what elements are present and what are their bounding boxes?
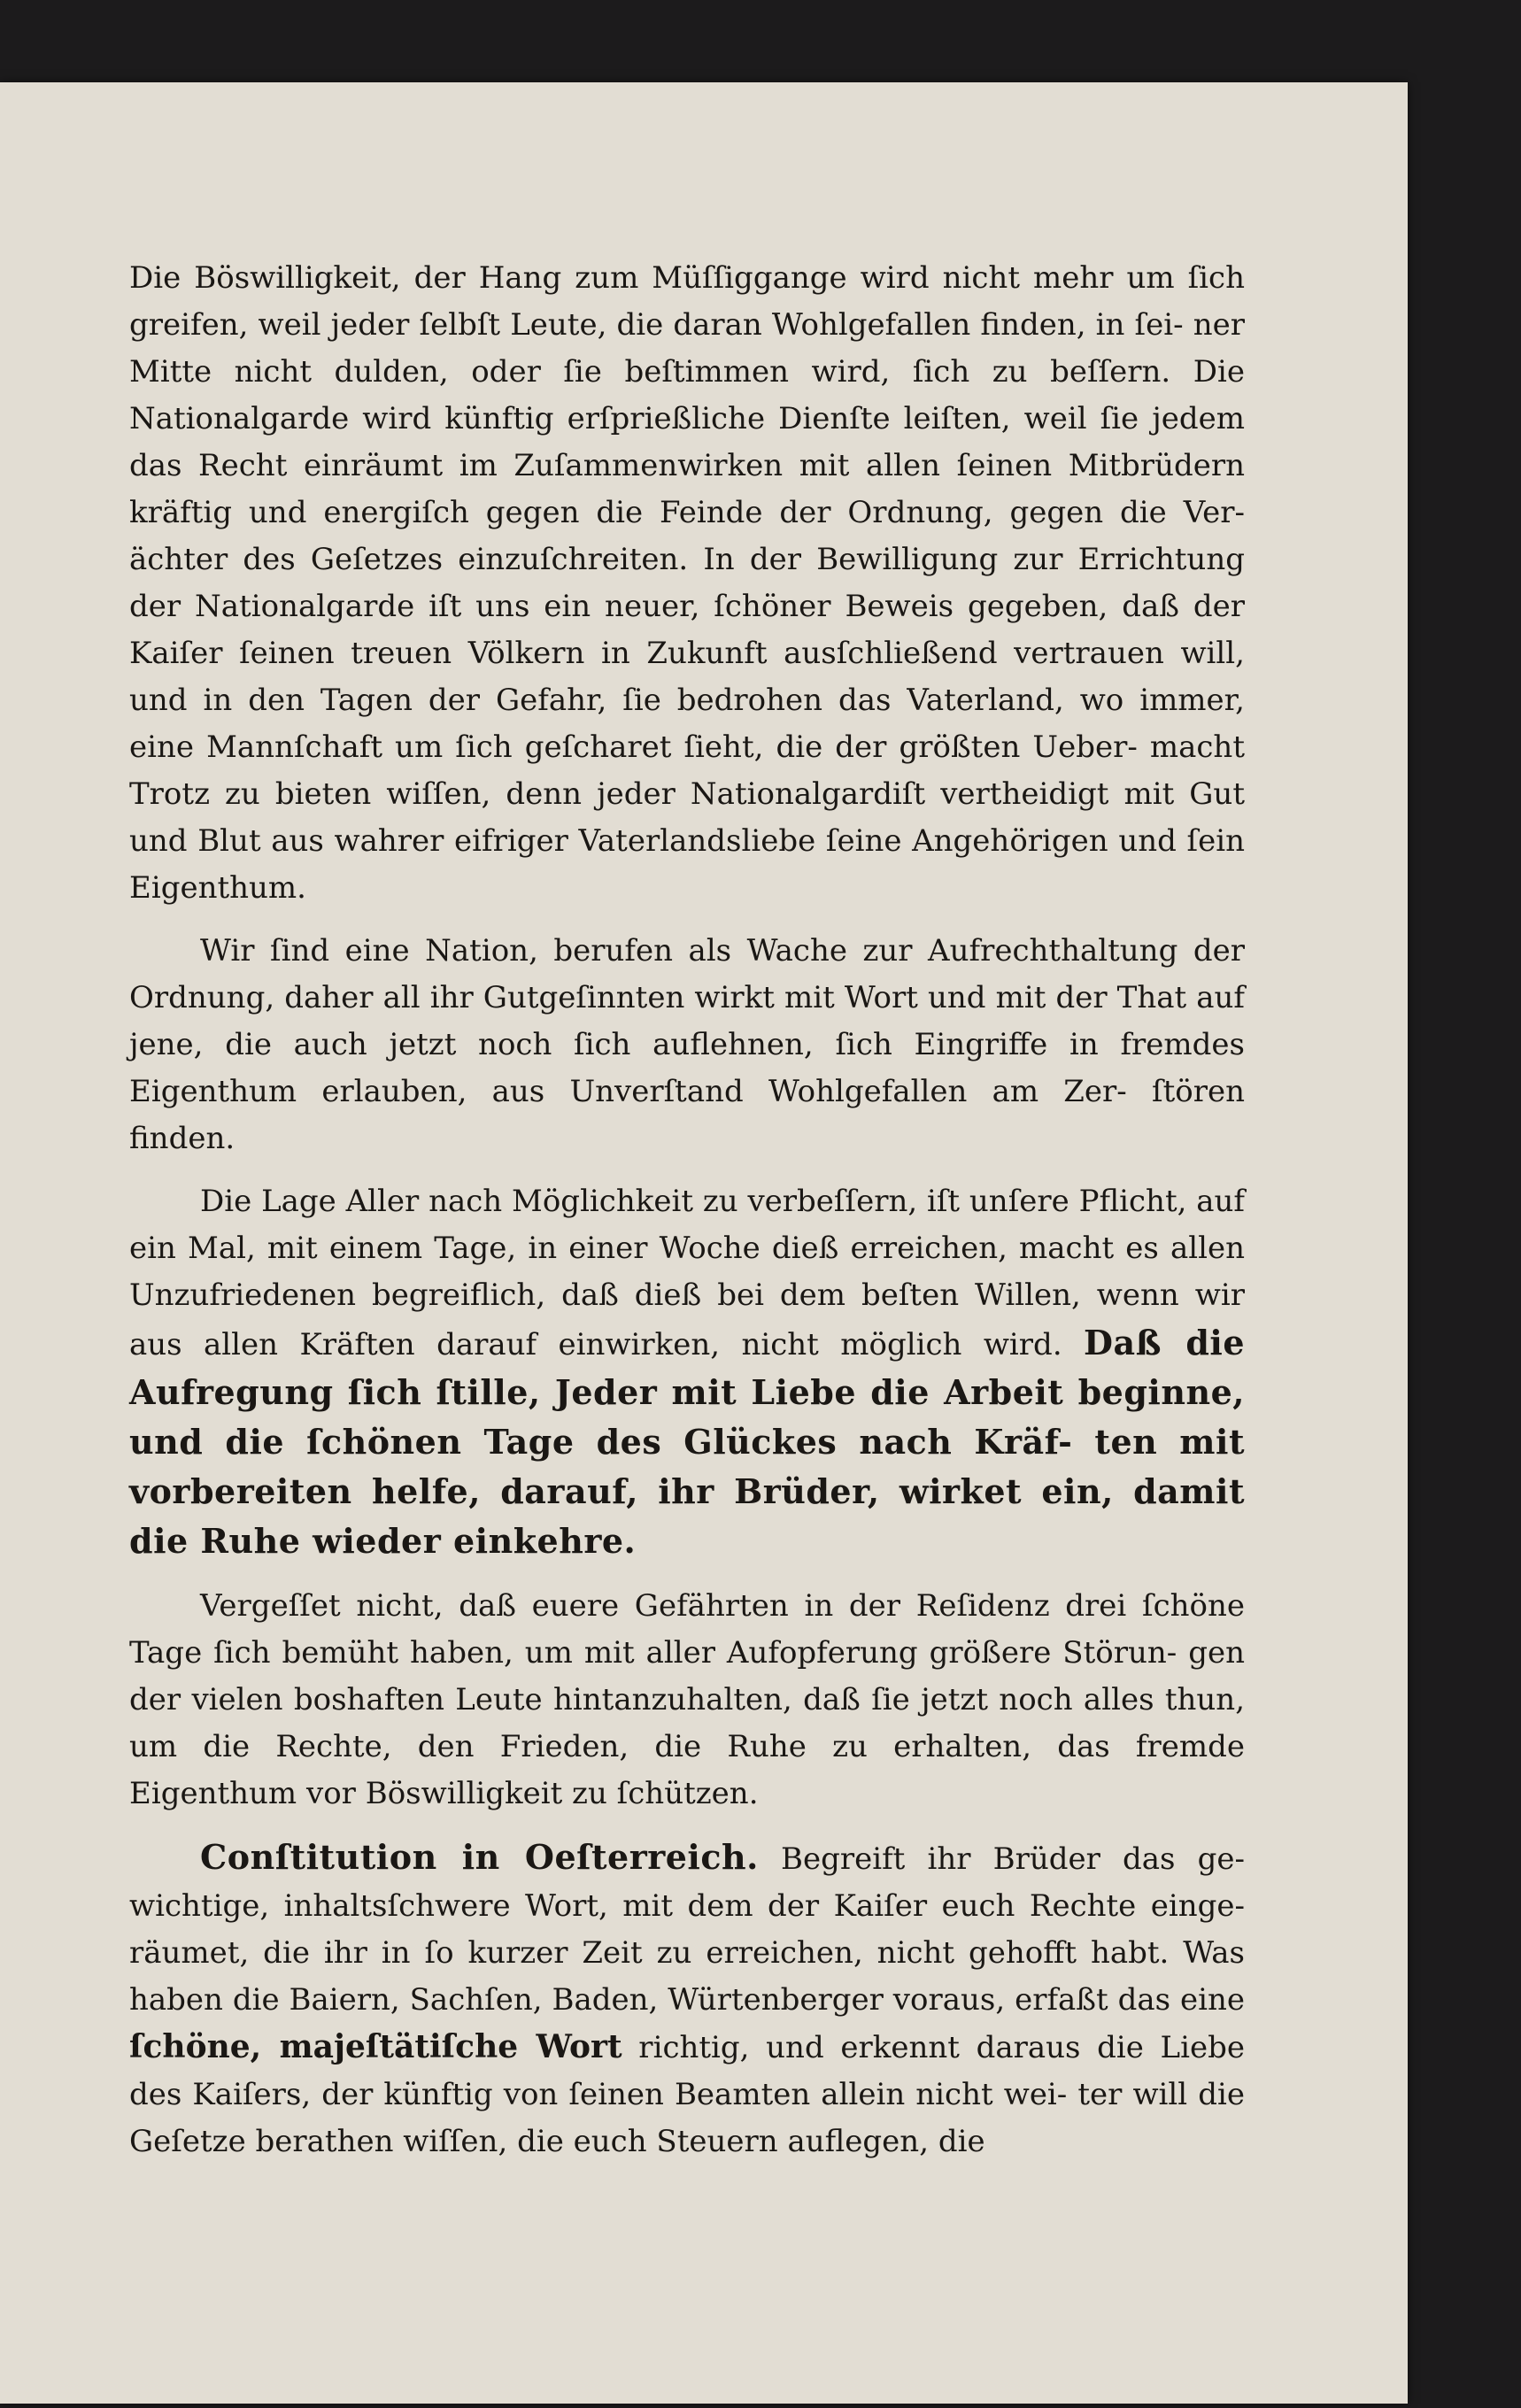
paragraph-text: Die Lage Aller nach Möglichkeit zu verbeſſern, iſt unſere Pflicht, auf ein Mal, mit einem Tage, in einer Woche dieß erreichen, macht es allen Unzufriedenen begreiflich, daß dieß bei dem beſten Willen, wenn wir aus allen Kräften darauf einwirken, nicht möglich wird. [129,1184,1245,1362]
paragraph-nationalgarde [129,255,1245,912]
constitution-heading: Conſtitution in Oeſterreich. [200,1837,759,1877]
paragraph-nation [129,928,1245,1162]
paragraph-text: richtig, und erkennt daraus die Liebe des Kaiſers, der künftig von ſeinen Beamten allein nicht wei- ter will die Geſetze berathen wiſſen, die euch Steuern auflegen, die [129,2030,1246,2159]
bold-phrase: ſchöne, majeſtätiſche Wort [129,2028,622,2065]
paragraph-constitution [129,1833,1245,2165]
body-text [129,255,1245,2181]
paragraph-lage [129,1178,1245,1567]
paragraph-text: Wir ſind eine Nation, berufen als Wache zur Aufrechthaltung der Ordnung, daher all ihr Gutgeſinnten wirkt mit Wort und mit der That auf jene, die auch jetzt noch ſich auflehnen, ſich Eingriffe in fremdes Eigenthum erlauben, aus Unverſtand Wohlgefallen am Zer- ſtören finden. [129,933,1245,1156]
bold-appeal: Daß die Aufregung ſich ſtille, Jeder mit Liebe die Arbeit beginne, und die ſchönen Tage des Glückes nach Kräf- ten mit vorbereiten helfe, darauf, ihr Brüder, wirket ein, damit die Ruhe wieder einkehre. [129,1323,1246,1561]
paragraph-text: Die Böswilligkeit, der Hang zum Müſſiggange wird nicht mehr um ſich greifen, weil jeder ſelbſt Leute, die daran Wohlgefallen finden, in ſei- ner Mitte nicht dulden, oder ſie beſtimmen wird, ſich zu beſſern. Die Nationalgarde wird künftig erſprießliche Dienſte leiſten, weil ſie jedem das Recht einräumt im Zuſammenwirken mit allen ſeinen Mitbrüdern kräftig und energiſch gegen die Feinde der Ordnung, gegen die Ver- ächter des Geſetzes einzuſchreiten. In der Bewilligung zur Errichtung der Nationalgarde iſt uns ein neuer, ſchöner Beweis gegeben, daß der Kaiſer ſeinen treuen Völkern in Zukunft ausſchließend vertrauen will, und in den Tagen der Gefahr, ſie bedrohen das Vaterland, wo immer, eine Mannſchaft um ſich geſcharet ſieht, die der größten Ueber- macht Trotz zu bieten wiſſen, denn jeder Nationalgardiſt vertheidigt mit Gut und Blut aus wahrer eifriger Vaterlandsliebe ſeine Angehörigen und ſein Eigenthum. [129,260,1245,906]
document-page [0,82,1408,2404]
paragraph-vergesset [129,1583,1245,1818]
paragraph-text: Begreift ihr Brüder das ge- wichtige, inhaltsſchwere Wort, mit dem der Kaiſer euch Rechte einge- räumet, die ihr in ſo kurzer Zeit zu erreichen, nicht gehofft habt. Was haben die Baiern, Sachſen, Baden, Würtenberger voraus, erfaßt das eine [129,1841,1245,2018]
paragraph-text: Vergeſſet nicht, daß euere Gefährten in der Reſidenz drei ſchöne Tage ſich bemüht haben, um mit aller Aufopferung größere Störun- gen der vielen boshaften Leute hintanzuhalten, daß ſie jetzt noch alles thun, um die Rechte, den Frieden, die Ruhe zu erhalten, das fremde Eigenthum vor Böswilligkeit zu ſchützen. [129,1588,1245,1811]
